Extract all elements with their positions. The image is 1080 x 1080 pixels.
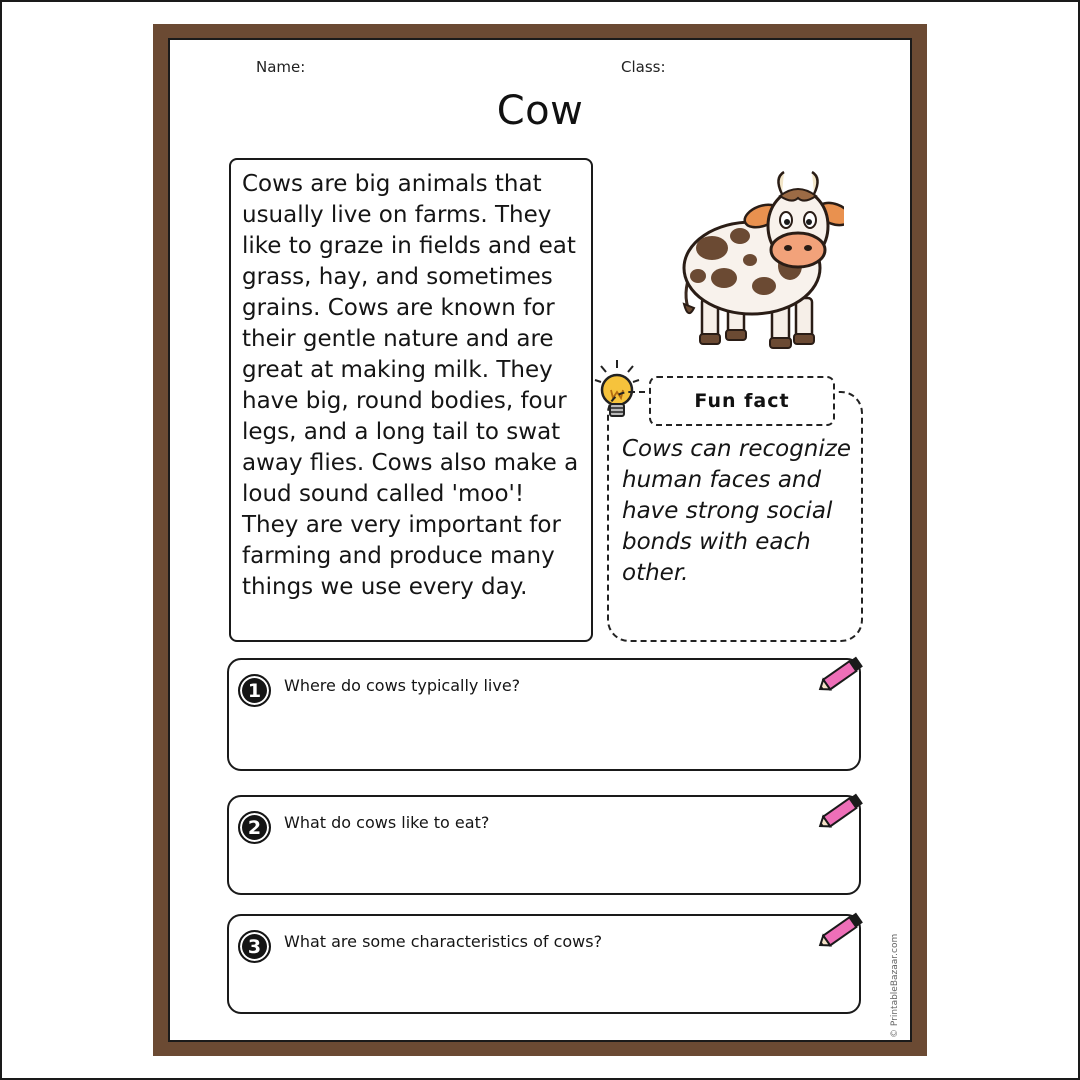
- fun-fact-text: Cows can recognize human faces and have strong social bonds with each other.: [622, 436, 851, 586]
- cow-illustration: [654, 158, 844, 358]
- page-title: Cow: [496, 88, 584, 134]
- reading-passage-box: [229, 158, 593, 642]
- reading-passage-text: Cows are big animals that usually live on farms. They like to graze in fields and eat grass, hay, and sometimes grains. Cows are known for their gentle nature and are great at making milk. They have big, round bodies, four legs, and a long tail to swat away flies. Cows also make a loud sound called 'moo'! They are very important for farming and produce many things we use every day.: [242, 171, 579, 600]
- fun-fact-heading: Fun fact: [649, 376, 835, 426]
- pencil-icon: [816, 789, 868, 835]
- question-1-box[interactable]: [227, 658, 861, 771]
- question-3-box[interactable]: [227, 914, 861, 1014]
- class-label: Class:: [621, 58, 666, 76]
- pencil-icon: [816, 908, 868, 954]
- question-number: 2: [238, 811, 271, 844]
- worksheet: [168, 38, 912, 1042]
- question-text: Where do cows typically live?: [284, 676, 521, 695]
- question-number: 1: [238, 674, 271, 707]
- pencil-icon: [816, 652, 868, 698]
- question-2-box[interactable]: [227, 795, 861, 895]
- question-text: What do cows like to eat?: [284, 813, 490, 832]
- question-number: 3: [238, 930, 271, 963]
- name-label: Name:: [256, 58, 306, 76]
- question-text: What are some characteristics of cows?: [284, 932, 603, 951]
- site-credit: © PrintableBazaar.com: [890, 933, 900, 1038]
